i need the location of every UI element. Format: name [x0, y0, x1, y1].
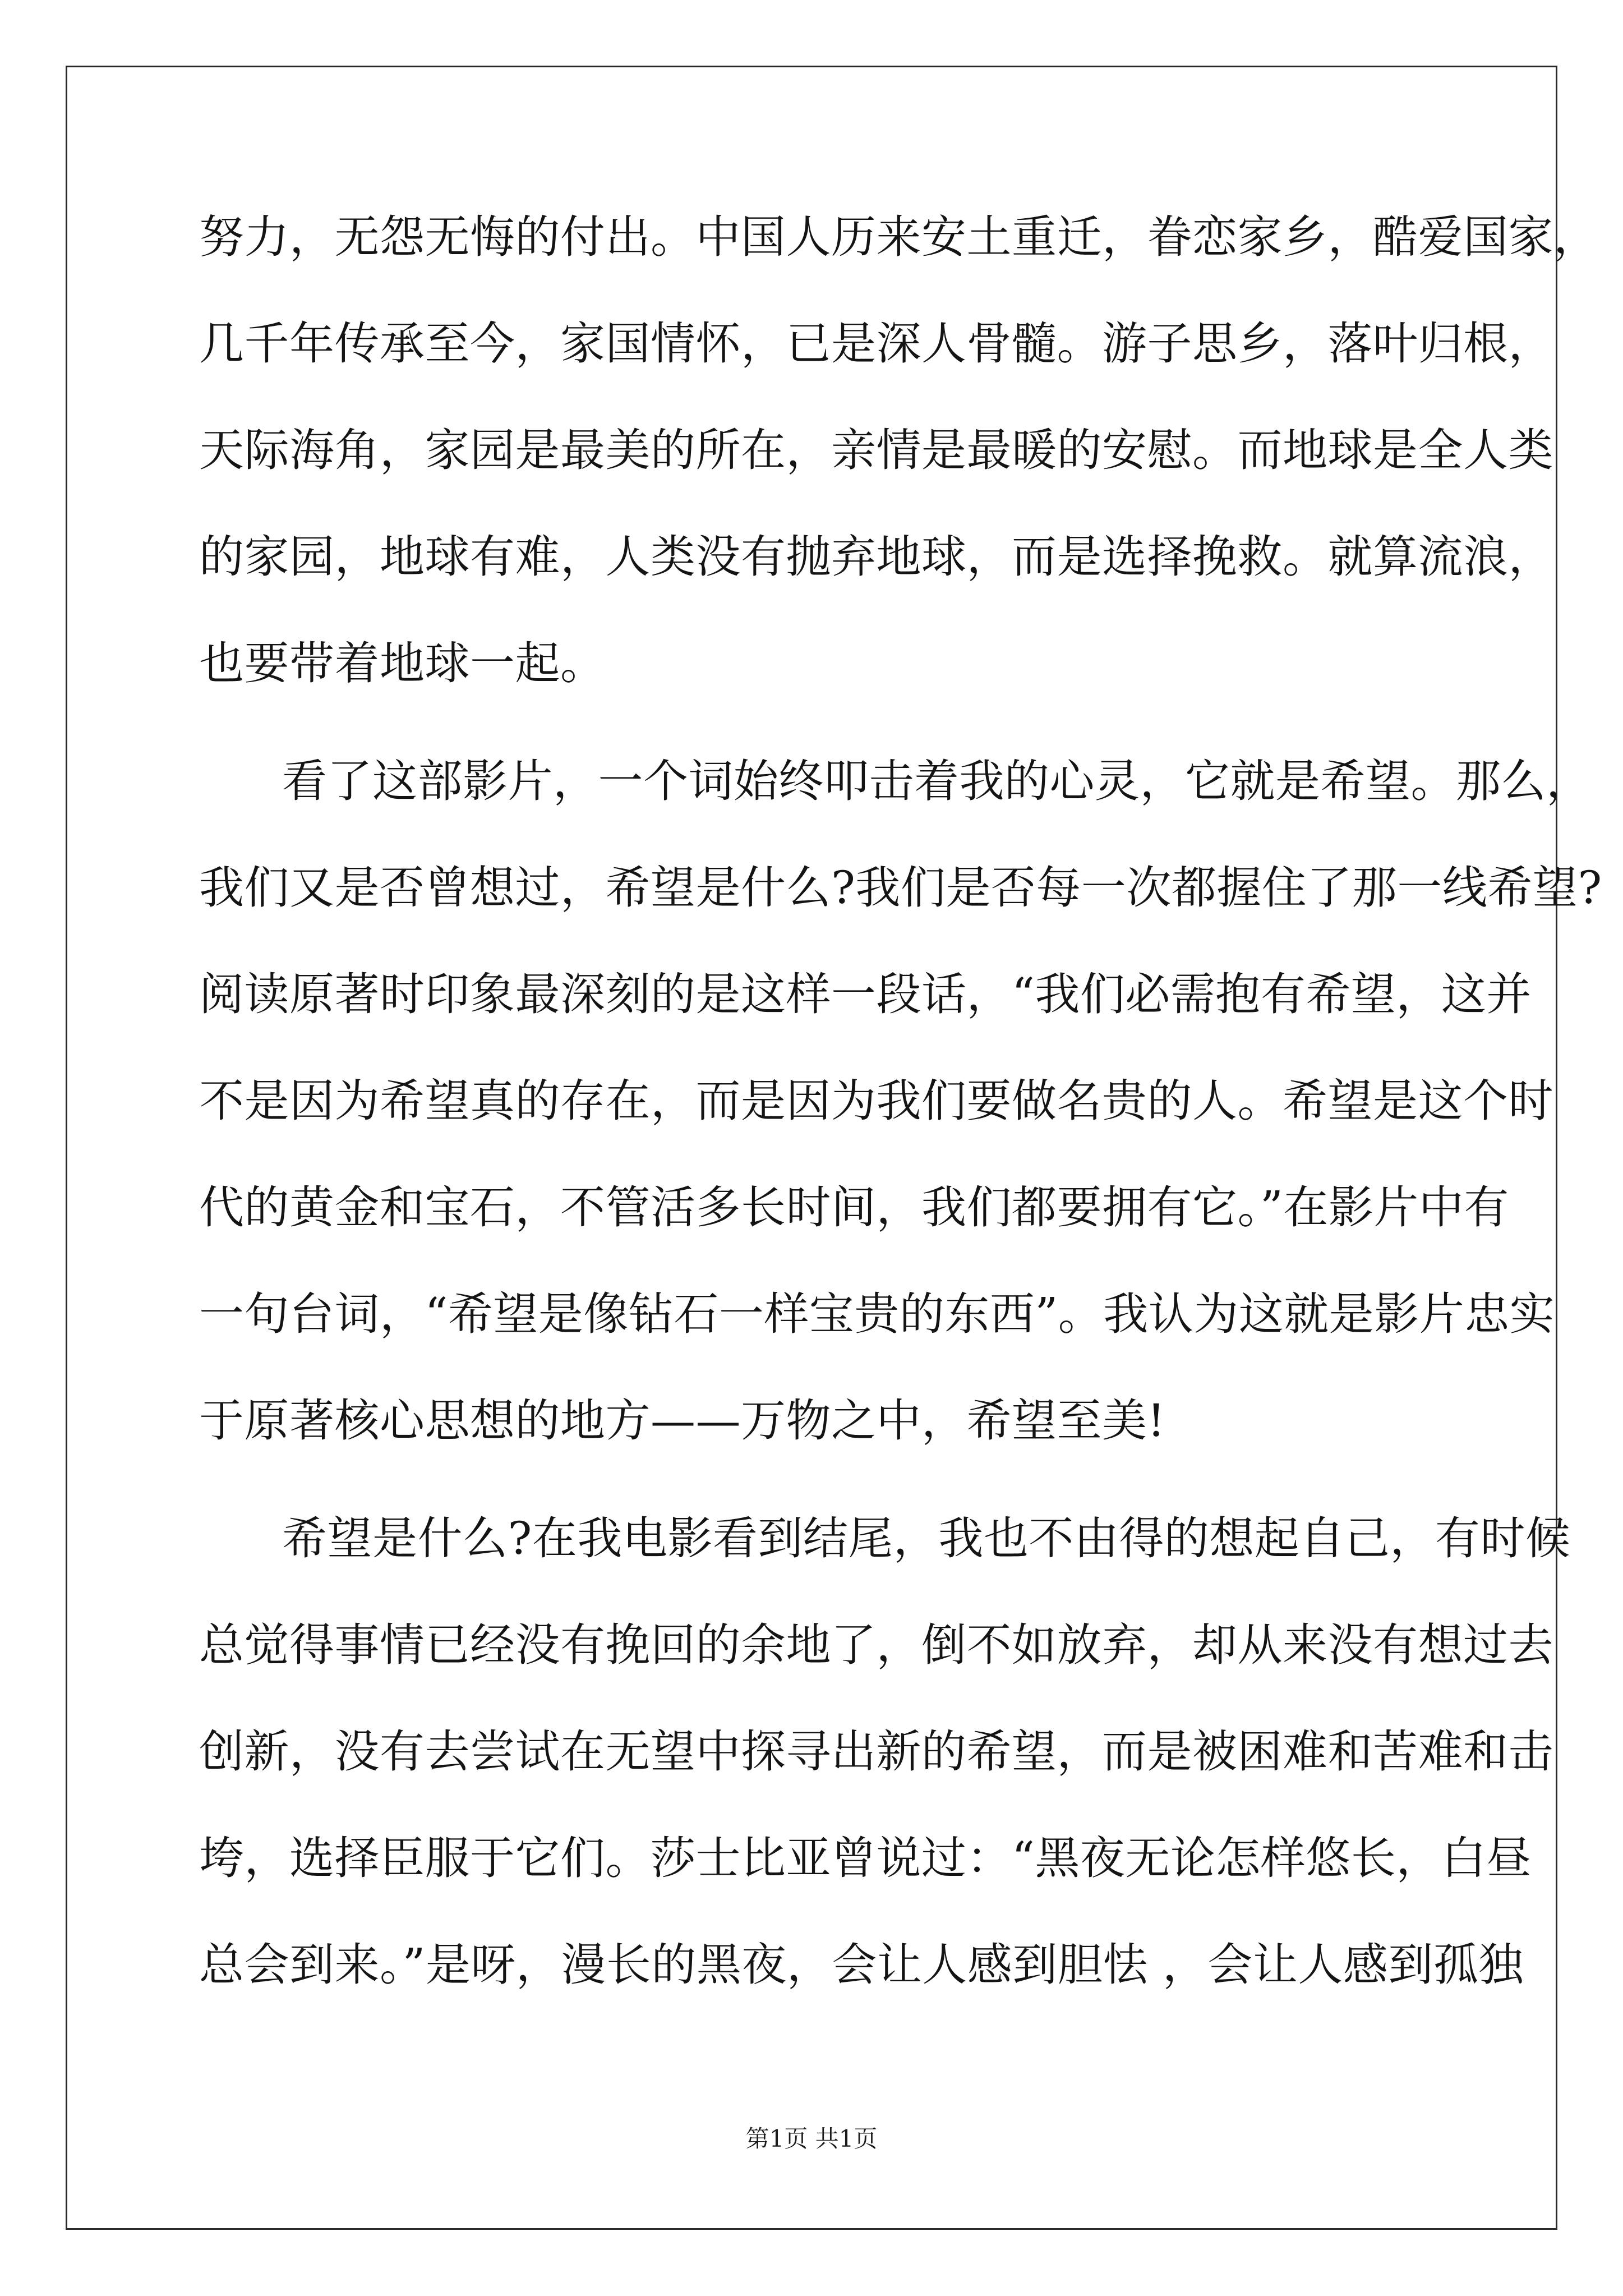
text-line: 总觉得事情已经没有挽回的余地了，倒不如放弃，却从来没有想过去 [199, 1619, 1553, 1671]
text-line: 天际海角，家园是最美的所在，亲情是最暖的安慰。而地球是全人类 [199, 424, 1553, 476]
text-line: 几千年传承至今，家国情怀，已是深人骨髓。游子思乡，落叶归根， [199, 318, 1553, 370]
text-line: 的家园，地球有难，人类没有抛弃地球，而是选择挽救。就算流浪， [199, 531, 1553, 583]
paragraph-first-line: 希望是什么?在我电影看到结尾，我也不由得的想起自己，有时候 [282, 1512, 1571, 1565]
text-line: 垮，选择臣服于它们。莎士比亚曾说过：“黑夜无论怎样悠长，白昼 [199, 1832, 1532, 1884]
text-line: 也要带着地球一起。 [199, 637, 606, 689]
text-line: 于原著核心思想的地方——万物之中，希望至美! [199, 1395, 1166, 1447]
page-border [66, 66, 1557, 2230]
text-line: 我们又是否曾想过，希望是什么?我们是否每一次都握住了那一线希望? [199, 862, 1602, 914]
text-line: 不是因为希望真的存在，而是因为我们要做名贵的人。希望是这个时 [199, 1075, 1553, 1127]
text-line: 总会到来。”是呀，漫长的黑夜，会让人感到胆怯 ，会让人感到孤独 [199, 1939, 1524, 1991]
text-line: 一句台词，“希望是像钻石一样宝贵的东西”。我认为这就是影片忠实 [199, 1288, 1555, 1340]
text-line: 创新，没有去尝试在无望中探寻出新的希望，而是被困难和苦难和击 [199, 1726, 1553, 1778]
text-line: 阅读原著时印象最深刻的是这样一段话，“我们必需抱有希望，这并 [199, 968, 1532, 1020]
page-number-footer: 第1页 共1页 [745, 2125, 878, 2152]
paragraph-first-line: 看了这部影片，一个词始终叩击着我的心灵，它就是希望。那么， [282, 755, 1592, 807]
text-line: 代的黄金和宝石，不管活多长时间，我们都要拥有它。”在影片中有 [199, 1181, 1509, 1234]
text-line: 努力，无怨无悔的付出。中国人历来安土重迁，眷恋家乡，酷爱国家， [199, 211, 1599, 263]
